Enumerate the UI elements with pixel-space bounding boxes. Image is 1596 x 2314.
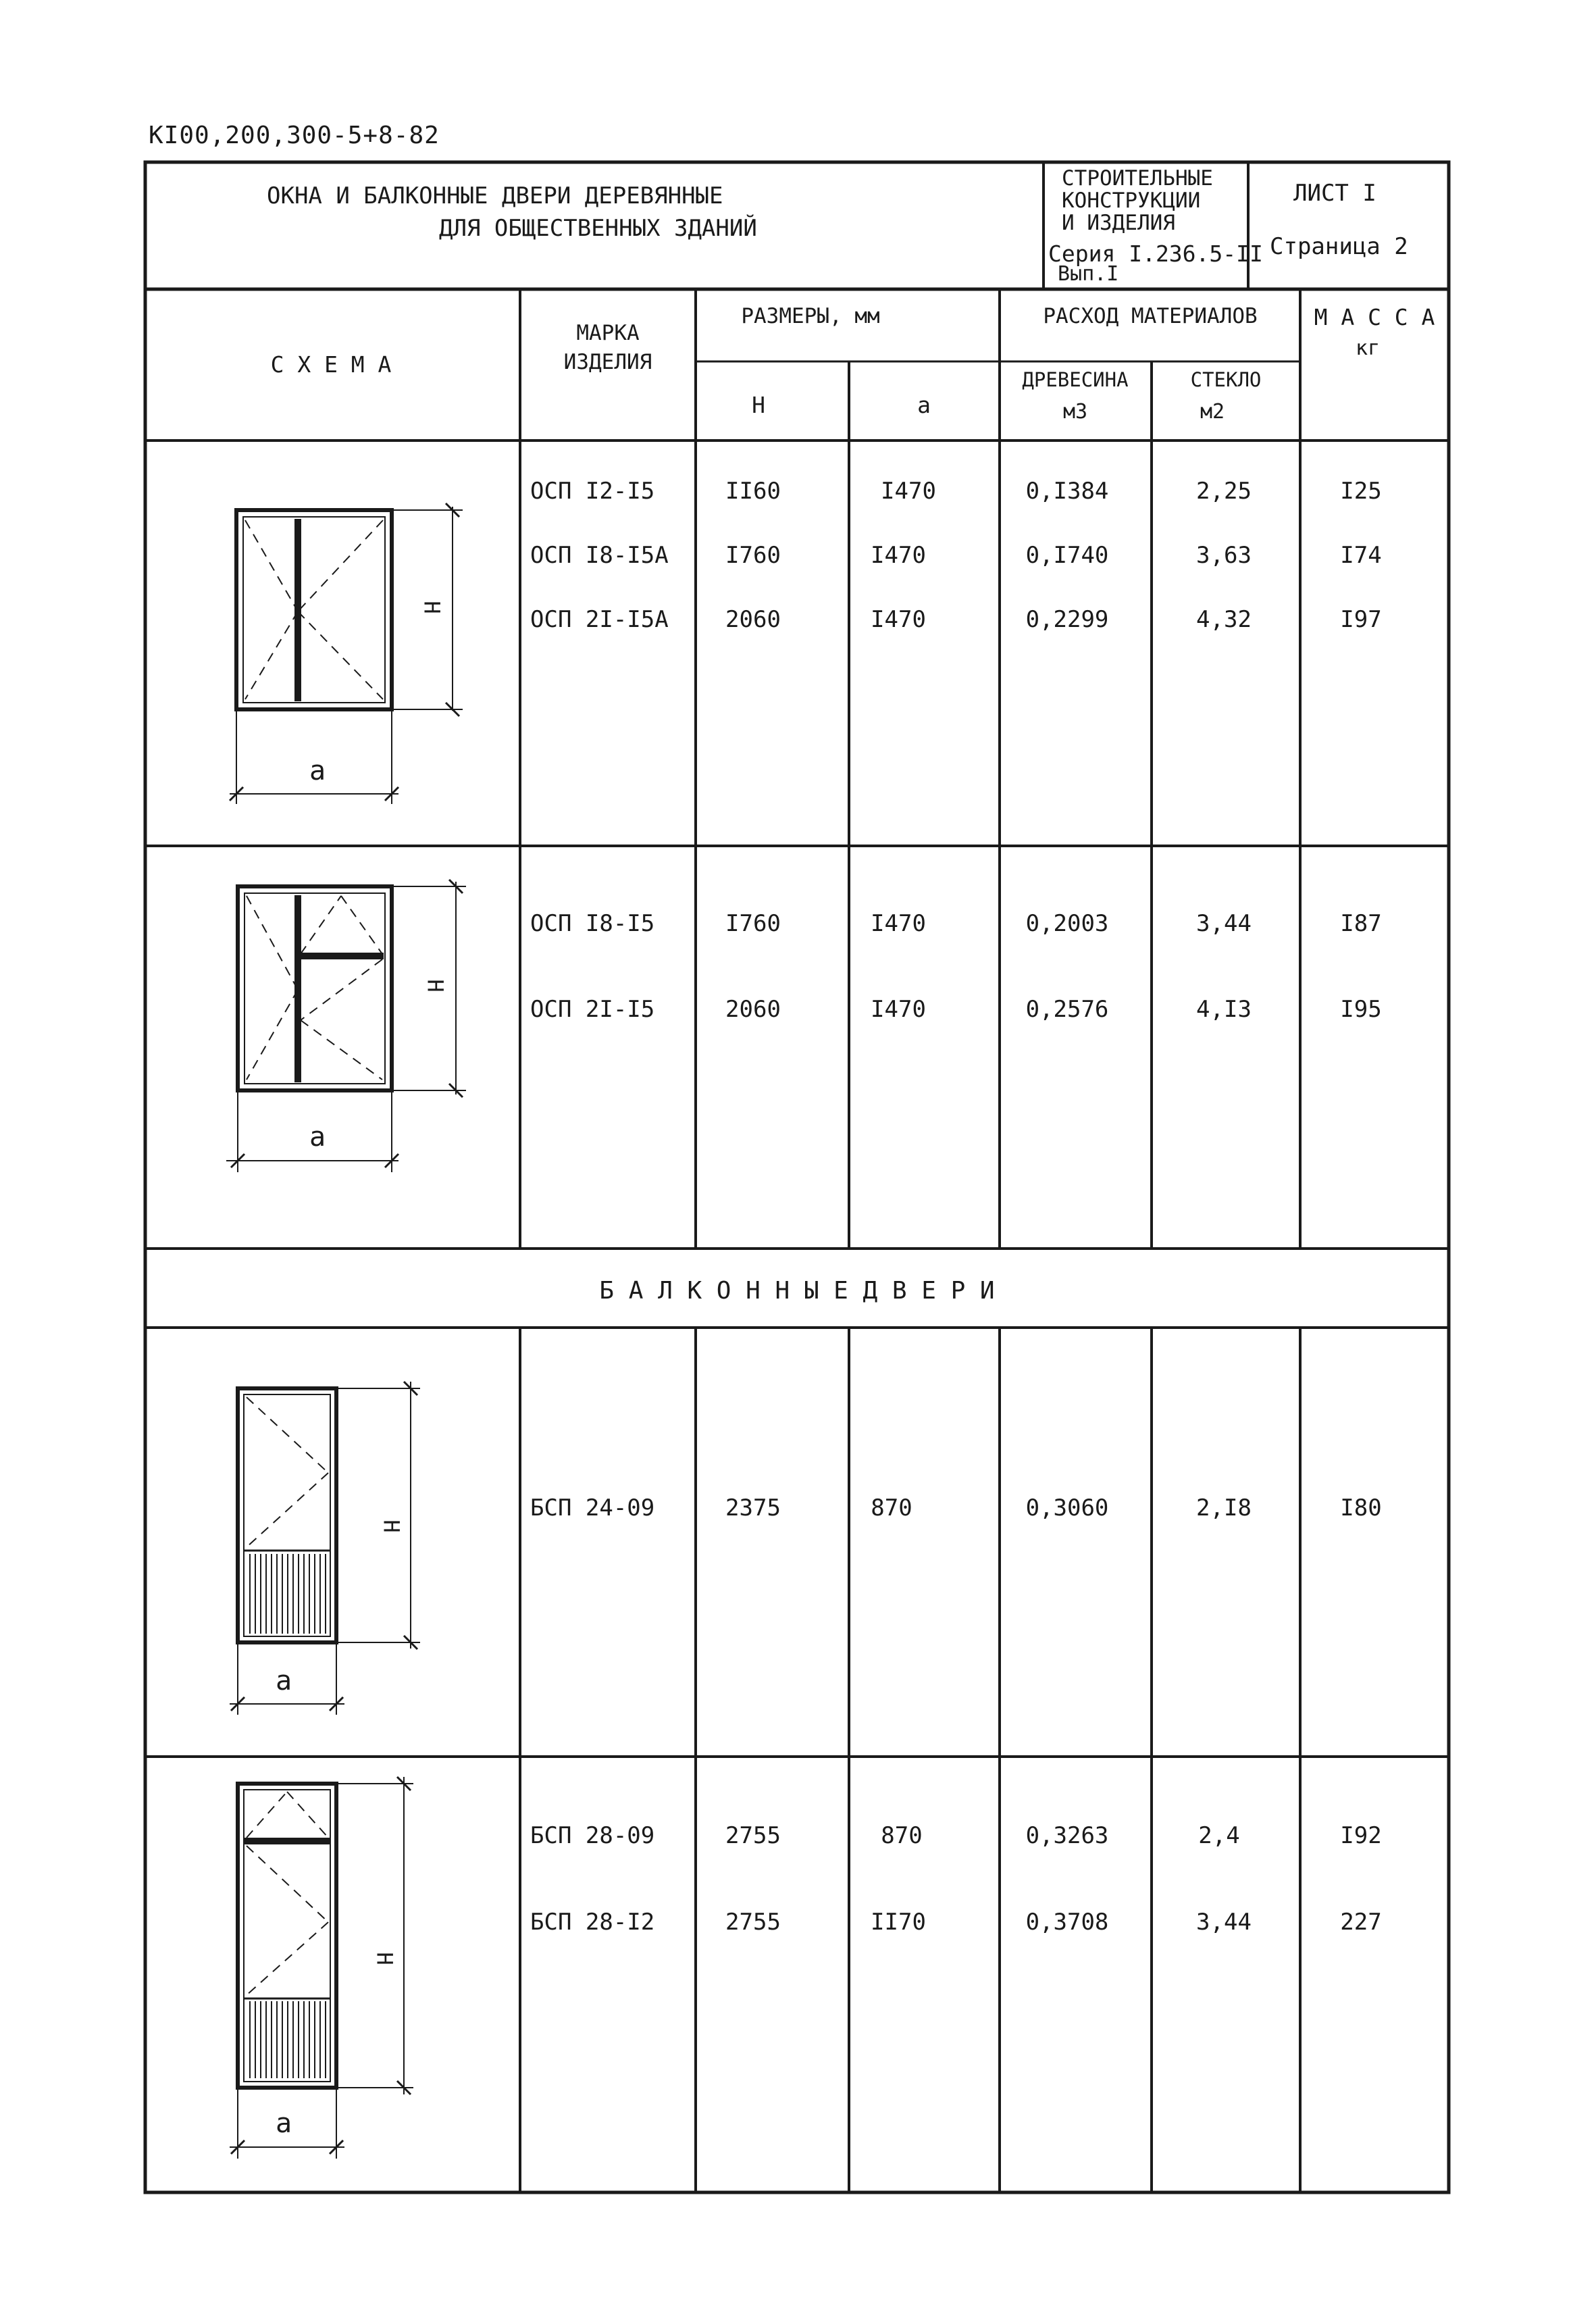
cell-mark: ОСП I8-I5: [530, 910, 655, 937]
category-line3: И ИЗДЕЛИЯ: [1062, 211, 1175, 235]
cell-a: II70: [871, 1909, 926, 1936]
cell-mass: 227: [1340, 1909, 1382, 1936]
cell-glass: 3,44: [1196, 1909, 1252, 1936]
cell-a: I470: [871, 910, 926, 937]
header-dim-a: а: [917, 392, 931, 418]
cell-wood: 0,3708: [1025, 1909, 1109, 1936]
scheme2-height-label: Н: [422, 979, 448, 992]
cell-wood: 0,2299: [1025, 606, 1109, 633]
cell-h: 2755: [725, 1909, 781, 1936]
cell-a: 870: [881, 1822, 923, 1849]
scheme4-height-label: Н: [371, 1952, 398, 1965]
window-scheme-2: [226, 880, 466, 1172]
scheme1-width-label: а: [309, 755, 326, 786]
cell-a: I470: [871, 606, 926, 633]
cell-a: I470: [881, 478, 936, 505]
header-mark-line2: ИЗДЕЛИЯ: [563, 350, 652, 374]
cell-mass: I74: [1340, 542, 1382, 569]
cell-mark: БСП 24-09: [530, 1494, 655, 1521]
cell-mass: I25: [1340, 478, 1382, 505]
header-mass-line1: М А С С А: [1314, 304, 1435, 330]
category-line2: КОНСТРУКЦИИ: [1062, 188, 1201, 213]
cell-mark: ОСП 2I-I5: [530, 996, 655, 1023]
cell-mark: БСП 28-09: [530, 1822, 655, 1849]
cell-h: 2375: [725, 1494, 781, 1521]
header-glass-line1: СТЕКЛО: [1190, 368, 1262, 391]
balcony-door-scheme-2: [230, 1777, 413, 2159]
cell-glass: 2,I8: [1196, 1494, 1252, 1521]
cell-mass: I92: [1340, 1822, 1382, 1849]
header-mass-line2: кг: [1355, 336, 1381, 360]
cell-glass: 3,44: [1196, 910, 1252, 937]
cell-a: 870: [871, 1494, 912, 1521]
window-scheme-1: [230, 503, 463, 804]
cell-wood: 0,3060: [1025, 1494, 1109, 1521]
balcony-door-scheme-1: [230, 1382, 420, 1715]
scheme2-width-label: а: [309, 1122, 326, 1153]
category-line1: СТРОИТЕЛЬНЫЕ: [1062, 166, 1213, 191]
header-dim-h: Н: [752, 392, 765, 418]
header-dimensions: РАЗМЕРЫ, мм: [741, 304, 880, 328]
scheme3-height-label: Н: [378, 1519, 405, 1533]
cell-mass: I95: [1340, 996, 1382, 1023]
document-code: КI00,200,300-5+8-82: [149, 122, 440, 149]
issue-label: Вып.I: [1058, 262, 1119, 286]
cell-wood: 0,I740: [1025, 542, 1109, 569]
cell-mark: ОСП I2-I5: [530, 478, 655, 505]
cell-h: 2060: [725, 606, 781, 633]
header-wood-line2: м3: [1062, 400, 1088, 424]
cell-h: I760: [725, 910, 781, 937]
cell-h: I760: [725, 542, 781, 569]
scheme3-width-label: а: [276, 1665, 292, 1696]
header-glass-line2: м2: [1200, 400, 1225, 424]
cell-glass: 4,I3: [1196, 996, 1252, 1023]
outer-frame: [145, 162, 1449, 2192]
cell-mass: I87: [1340, 910, 1382, 937]
document-title-line2: ДЛЯ ОБЩЕСТВЕННЫХ ЗДАНИЙ: [439, 215, 757, 242]
section-balcony-doors: Б А Л К О Н Н Ы Е Д В Е Р И: [599, 1277, 995, 1305]
cell-wood: 0,3263: [1025, 1822, 1109, 1849]
cell-mark: ОСП I8-I5А: [530, 542, 669, 569]
cell-wood: 0,2003: [1025, 910, 1109, 937]
cell-wood: 0,I384: [1025, 478, 1109, 505]
cell-glass: 3,63: [1196, 542, 1252, 569]
header-mark-line1: МАРКА: [576, 321, 640, 345]
cell-h: 2755: [725, 1822, 781, 1849]
cell-a: I470: [871, 996, 926, 1023]
cell-mark: БСП 28-I2: [530, 1909, 655, 1936]
header-wood-line1: ДРЕВЕСИНА: [1022, 368, 1129, 391]
scheme1-height-label: Н: [419, 601, 445, 614]
sheet-label: ЛИСТ I: [1293, 180, 1376, 207]
scheme4-width-label: а: [276, 2108, 292, 2139]
cell-wood: 0,2576: [1025, 996, 1109, 1023]
header-scheme: С Х Е М А: [270, 351, 392, 378]
page-label: Страница 2: [1270, 233, 1408, 260]
cell-h: II60: [725, 478, 781, 505]
cell-mark: ОСП 2I-I5А: [530, 606, 669, 633]
cell-glass: 2,25: [1196, 478, 1252, 505]
header-materials: РАСХОД МАТЕРИАЛОВ: [1043, 304, 1258, 328]
cell-mass: I80: [1340, 1494, 1382, 1521]
cell-h: 2060: [725, 996, 781, 1023]
series-label: Серия I.236.5-II: [1048, 241, 1263, 267]
document-title-line1: ОКНА И БАЛКОННЫЕ ДВЕРИ ДЕРЕВЯННЫЕ: [267, 182, 723, 209]
cell-glass: 4,32: [1196, 606, 1252, 633]
cell-a: I470: [871, 542, 926, 569]
cell-glass: 2,4: [1198, 1822, 1240, 1849]
cell-mass: I97: [1340, 606, 1382, 633]
